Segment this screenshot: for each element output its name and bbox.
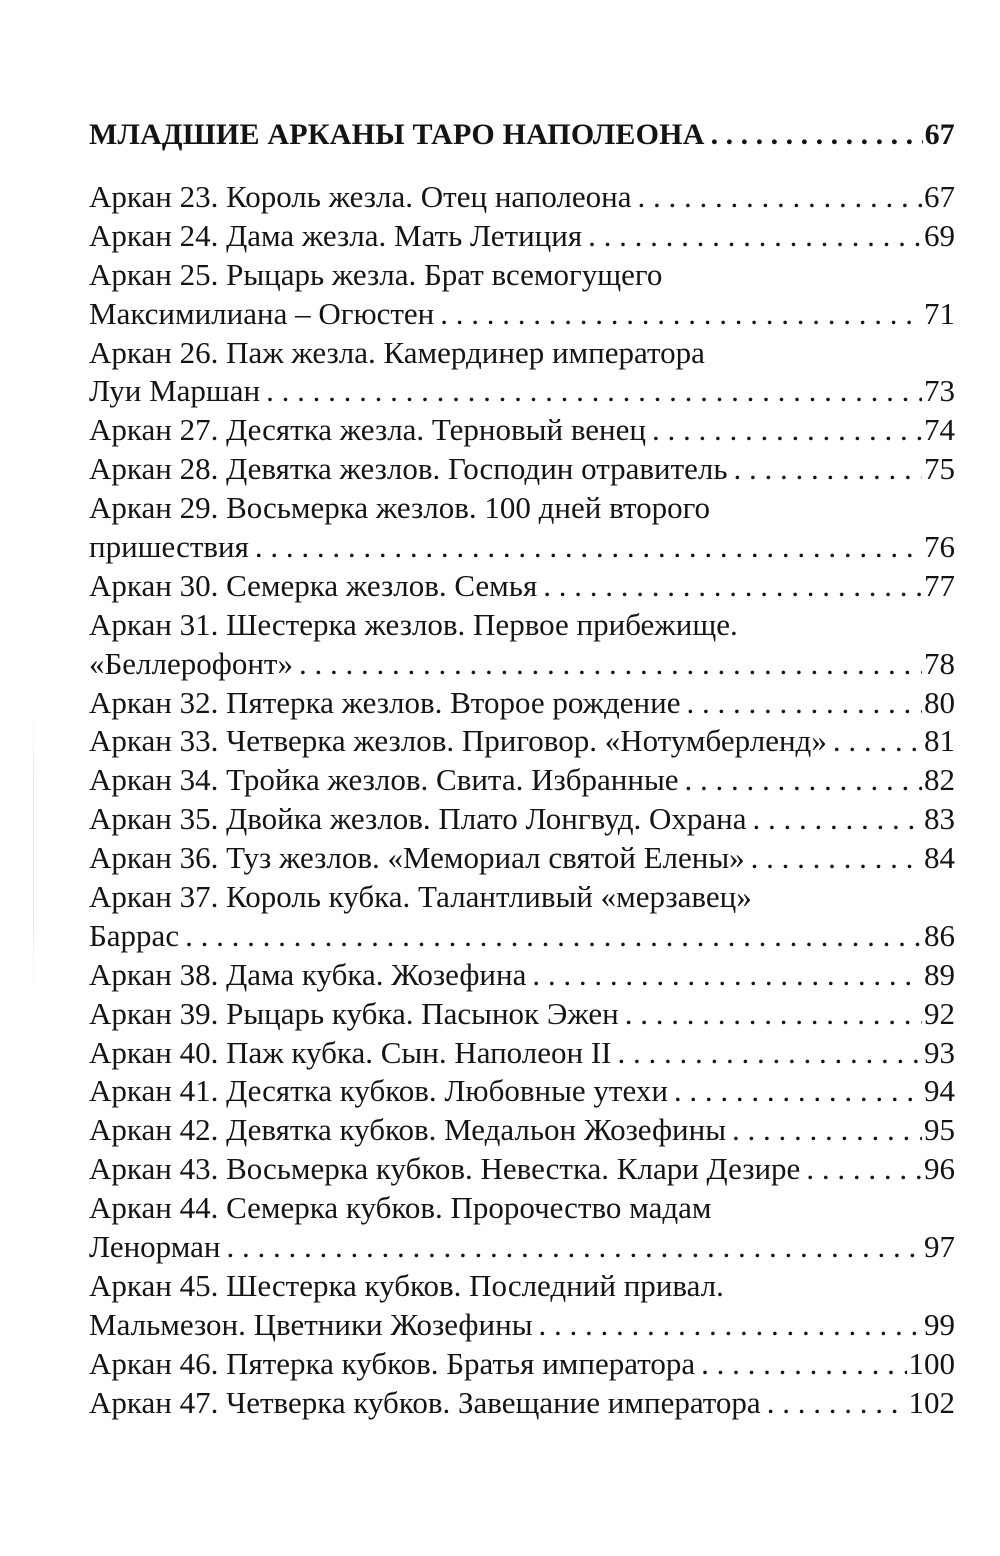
leader-dots	[806, 1150, 922, 1189]
toc-entry[interactable]	[89, 450, 955, 489]
toc-entry-page-number: 76	[924, 529, 955, 565]
toc-entry-line	[89, 1267, 955, 1306]
leader-dots	[625, 995, 922, 1034]
toc-entry-title: Аркан 37. Король кубка. Талантливый «мерзавец»	[89, 879, 752, 915]
toc-entry-page-number: 67	[924, 179, 955, 214]
leader-dots	[674, 1072, 922, 1111]
toc-entry-title: Аркан 24. Дама жезла. Мать Летиция	[89, 217, 583, 253]
toc-entry-title: Максимилиана – Огюстен	[89, 295, 435, 331]
toc-entry-title: Аркан 28. Девятка жезлов. Господин отравитель	[89, 451, 728, 487]
toc-entry-title: Баррас	[89, 917, 180, 953]
leader-dots	[185, 917, 922, 956]
toc-entry-page-number: 93	[924, 1034, 955, 1070]
toc-entry-line	[89, 684, 955, 723]
toc-entry-page-number: 82	[924, 762, 955, 798]
toc-entry[interactable]	[89, 489, 955, 567]
toc-entry-line	[89, 1111, 955, 1150]
toc-entry-line	[89, 1345, 955, 1384]
toc-entry-title: Ленорман	[89, 1229, 221, 1265]
toc-entry[interactable]	[89, 956, 955, 995]
toc-entry-page-number: 80	[924, 684, 955, 720]
toc-entry-line	[89, 178, 955, 217]
toc-entry-page-number: 75	[924, 451, 955, 487]
toc-entry[interactable]	[89, 217, 955, 256]
toc-entry-title: Аркан 46. Пятерка кубков. Братья императора	[89, 1345, 696, 1381]
toc-entry[interactable]	[89, 334, 955, 412]
toc-entry[interactable]	[89, 1150, 955, 1189]
section-page-number: 67	[924, 118, 955, 151]
toc-entry[interactable]	[89, 1384, 955, 1423]
toc-entry-line	[89, 722, 955, 761]
toc-entry-title: Аркан 38. Дама кубка. Жозефина	[89, 956, 527, 992]
toc-entry-title: Аркан 40. Паж кубка. Сын. Наполеон II	[89, 1034, 612, 1070]
toc-entry[interactable]	[89, 722, 955, 761]
toc-entry-title: Мальмезон. Цветники Жозефины	[89, 1306, 533, 1342]
toc-entry-page-number: 96	[924, 1151, 955, 1187]
toc-entry-page-number: 83	[924, 801, 955, 837]
toc-entry-title: Аркан 29. Восьмерка жезлов. 100 дней второго	[89, 490, 711, 526]
toc-entry[interactable]	[89, 684, 955, 723]
leader-dots	[539, 1306, 922, 1345]
toc-entry-page-number: 102	[908, 1384, 955, 1420]
toc-entry-page-number: 97	[924, 1229, 955, 1265]
leader-dots	[732, 1111, 922, 1150]
toc-entry-line	[89, 645, 955, 684]
toc-entry-title: Аркан 42. Девятка кубков. Медальон Жозефины	[89, 1112, 727, 1148]
toc-entry-line	[89, 334, 955, 373]
leader-dots	[734, 450, 922, 489]
toc-entry-title: пришествия	[89, 529, 249, 565]
toc-entry-page-number: 71	[924, 295, 955, 331]
toc-entry-line	[89, 450, 955, 489]
toc-entry[interactable]	[89, 839, 955, 878]
toc-entry-line	[89, 606, 955, 645]
page-margin-mark	[33, 700, 34, 1000]
toc-entry-page-number: 81	[924, 723, 955, 759]
toc-entry-line	[89, 528, 955, 567]
toc-entry-page-number: 73	[924, 373, 955, 409]
toc-entry[interactable]	[89, 761, 955, 800]
toc-entry-line	[89, 839, 955, 878]
toc-entry-line	[89, 567, 955, 606]
toc-entry[interactable]	[89, 567, 955, 606]
toc-entry-page-number: 95	[924, 1112, 955, 1148]
leader-dots	[532, 956, 922, 995]
toc-entry-line	[89, 1150, 955, 1189]
toc-entry-title: Аркан 41. Десятка кубков. Любовные утехи	[89, 1073, 668, 1109]
toc-entry-line	[89, 995, 955, 1034]
leader-dots	[255, 528, 922, 567]
toc-entry-line	[89, 489, 955, 528]
toc-page	[89, 112, 955, 1423]
leader-dots	[767, 1384, 907, 1423]
toc-entry-line	[89, 1228, 955, 1267]
toc-entry[interactable]	[89, 878, 955, 956]
toc-entry[interactable]	[89, 1189, 955, 1267]
toc-entry[interactable]	[89, 1345, 955, 1384]
toc-entry[interactable]	[89, 1034, 955, 1073]
toc-entry-title: Аркан 23. Король жезла. Отец наполеона	[89, 179, 632, 214]
toc-section-heading[interactable]	[89, 112, 955, 158]
toc-entry-line	[89, 295, 955, 334]
leader-dots	[833, 722, 922, 761]
toc-entry-line	[89, 1072, 955, 1111]
toc-entry-line	[89, 1034, 955, 1073]
toc-entry[interactable]	[89, 1072, 955, 1111]
toc-entry-line	[89, 878, 955, 917]
toc-entry-page-number: 77	[924, 567, 955, 603]
toc-entry-title: Аркан 44. Семерка кубков. Пророчество мадам	[89, 1190, 712, 1226]
leader-dots	[751, 839, 922, 878]
toc-entry-line	[89, 1384, 955, 1423]
toc-entry-title: Луи Маршан	[89, 373, 261, 409]
toc-entry-title: Аркан 27. Десятка жезла. Терновый венец	[89, 412, 646, 448]
leader-dots	[588, 217, 922, 256]
toc-entry[interactable]	[89, 995, 955, 1034]
toc-entry-title: Аркан 47. Четверка кубков. Завещание императора	[89, 1384, 761, 1420]
toc-entry-line	[89, 217, 955, 256]
toc-entry-title: Аркан 36. Туз жезлов. «Мемориал святой Елены»	[89, 840, 745, 876]
toc-entry-page-number: 89	[924, 956, 955, 992]
toc-entry-title: «Беллерофонт»	[89, 645, 293, 681]
toc-entry-page-number: 99	[924, 1306, 955, 1342]
leader-dots	[711, 112, 923, 158]
toc-entry[interactable]	[89, 411, 955, 450]
toc-entry-title: Аркан 32. Пятерка жезлов. Второе рождение	[89, 684, 681, 720]
toc-entry-title: Аркан 45. Шестерка кубков. Последний привал.	[89, 1267, 724, 1303]
toc-entry-line	[89, 411, 955, 450]
toc-entry[interactable]	[89, 1111, 955, 1150]
toc-entry-line	[89, 800, 955, 839]
toc-entry-page-number: 86	[924, 917, 955, 953]
leader-dots	[686, 684, 922, 723]
leader-dots	[638, 178, 922, 217]
toc-entry-page-number: 92	[924, 995, 955, 1031]
toc-entry-line	[89, 956, 955, 995]
section-title: МЛАДШИЕ АРКАНЫ ТАРО НАПОЛЕОНА	[89, 118, 705, 151]
toc-entries-list	[89, 178, 955, 1423]
leader-dots	[753, 800, 923, 839]
leader-dots	[701, 1345, 906, 1384]
leader-dots	[617, 1034, 922, 1073]
toc-entry-title: Аркан 30. Семерка жезлов. Семья	[89, 567, 538, 603]
toc-entry-page-number: 84	[924, 840, 955, 876]
toc-entry-page-number: 78	[924, 645, 955, 681]
toc-entry[interactable]	[89, 800, 955, 839]
leader-dots	[226, 1228, 922, 1267]
leader-dots	[652, 411, 922, 450]
toc-entry-title: Аркан 39. Рыцарь кубка. Пасынок Эжен	[89, 995, 619, 1031]
toc-entry-page-number: 74	[924, 412, 955, 448]
toc-entry-line	[89, 1306, 955, 1345]
leader-dots	[266, 372, 922, 411]
toc-entry-line	[89, 917, 955, 956]
toc-entry-line	[89, 372, 955, 411]
leader-dots	[440, 295, 922, 334]
toc-entry[interactable]	[89, 606, 955, 684]
toc-entry-title: Аркан 43. Восьмерка кубков. Невестка. Клари Дезире	[89, 1151, 801, 1187]
toc-entry-title: Аркан 33. Четверка жезлов. Приговор. «Нотумберленд»	[89, 723, 827, 759]
toc-entry-page-number: 94	[924, 1073, 955, 1109]
toc-entry[interactable]	[89, 178, 955, 217]
toc-entry[interactable]	[89, 1267, 955, 1345]
toc-entry-page-number: 100	[908, 1345, 955, 1381]
toc-entry-line	[89, 761, 955, 800]
toc-entry-line	[89, 256, 955, 295]
toc-entry-title: Аркан 25. Рыцарь жезла. Брат всемогущего	[89, 256, 663, 292]
toc-entry-title: Аркан 31. Шестерка жезлов. Первое прибежище.	[89, 606, 738, 642]
toc-entry-line	[89, 1189, 955, 1228]
toc-entry-title: Аркан 26. Паж жезла. Камердинер императора	[89, 334, 705, 370]
toc-entry[interactable]	[89, 256, 955, 334]
toc-entry-page-number: 69	[924, 217, 955, 253]
leader-dots	[685, 761, 922, 800]
toc-entry-title: Аркан 34. Тройка жезлов. Свита. Избранные	[89, 762, 679, 798]
leader-dots	[543, 567, 922, 606]
toc-entry-title: Аркан 35. Двойка жезлов. Плато Лонгвуд. Охрана	[89, 801, 747, 837]
leader-dots	[299, 645, 922, 684]
